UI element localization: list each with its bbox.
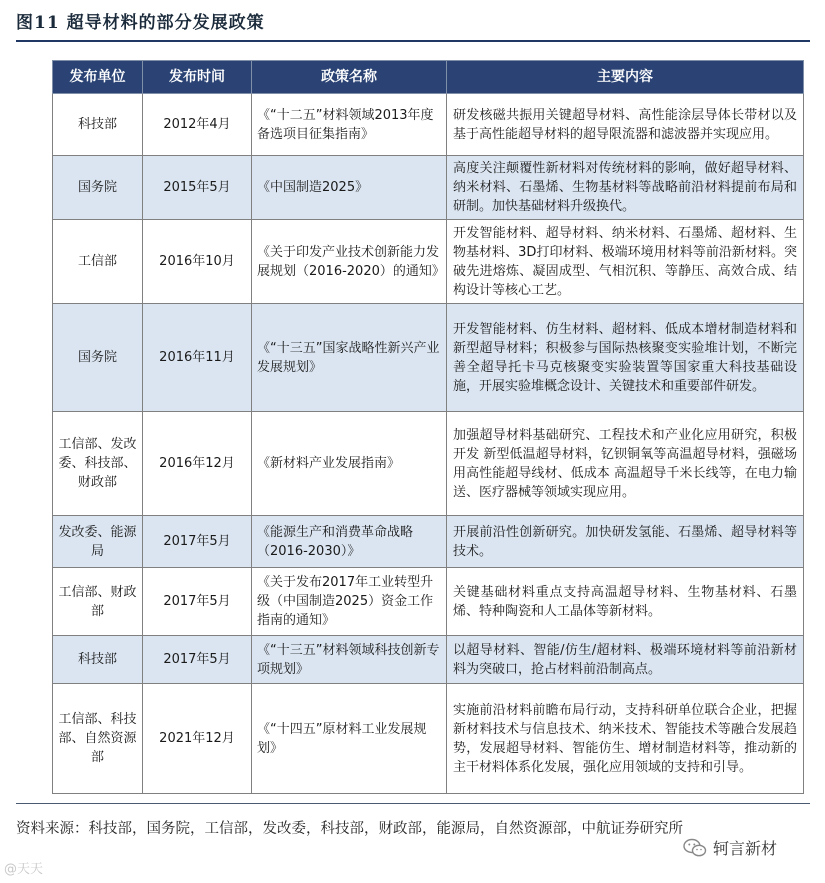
table-row xyxy=(53,412,804,516)
cell-unit: 科技部 xyxy=(53,636,143,684)
cell-unit: 工信部 xyxy=(53,220,143,304)
policy-table xyxy=(52,60,804,794)
cell-policy-name: 《“十三五”材料领域科技创新专项规划》 xyxy=(252,636,447,684)
cell-date: 2016年10月 xyxy=(143,220,252,304)
cell-policy-name: 《“十二五”材料领域2013年度备选项目征集指南》 xyxy=(252,94,447,156)
cell-policy-name: 《关于发布2017年工业转型升级（中国制造2025）资金工作指南的通知》 xyxy=(252,568,447,636)
wechat-icon xyxy=(683,838,707,858)
cell-content: 开发智能材料、仿生材料、超材料、低成本增材制造材料和新型超导材料；积极参与国际热核聚变实验堆计划，不断完善全超导托卡马克核聚变实验装置等国家重大科技基础设施，开展实验堆概念设计、关键技术和重要部件研发。 xyxy=(447,304,804,412)
header-policy-name: 政策名称 xyxy=(252,61,447,94)
figure-title: 图11 超导材料的部分发展政策 xyxy=(16,13,265,33)
table-row xyxy=(53,304,804,412)
cell-date: 2017年5月 xyxy=(143,636,252,684)
cell-date: 2016年11月 xyxy=(143,304,252,412)
header-date: 发布时间 xyxy=(143,61,252,94)
table-row xyxy=(53,516,804,568)
cell-unit: 工信部、财政部 xyxy=(53,568,143,636)
header-unit: 发布单位 xyxy=(53,61,143,94)
table-row xyxy=(53,94,804,156)
cell-content: 研发核磁共振用关键超导材料、高性能涂层导体长带材以及基于高性能超导材料的超导限流器和滤波器并实现应用。 xyxy=(447,94,804,156)
source-note: 资料来源：科技部，国务院，工信部，发改委，科技部，财政部，能源局，自然资源部，中航证券研究所 xyxy=(16,821,683,837)
cell-policy-name: 《关于印发产业技术创新能力发展规划（2016-2020）的通知》 xyxy=(252,220,447,304)
table-row xyxy=(53,220,804,304)
cell-policy-name: 《中国制造2025》 xyxy=(252,156,447,220)
cell-content: 开展前沿性创新研究。加快研发氢能、石墨烯、超导材料等技术。 xyxy=(447,516,804,568)
cell-unit: 国务院 xyxy=(53,156,143,220)
cell-policy-name: 《“十四五”原材料工业发展规划》 xyxy=(252,684,447,794)
cell-date: 2016年12月 xyxy=(143,412,252,516)
cell-unit: 工信部、发改委、科技部、财政部 xyxy=(53,412,143,516)
cell-policy-name: 《“十三五”国家战略性新兴产业发展规划》 xyxy=(252,304,447,412)
table-row xyxy=(53,636,804,684)
table-row xyxy=(53,156,804,220)
footer-rule xyxy=(16,803,810,804)
cell-date: 2017年5月 xyxy=(143,516,252,568)
cell-content: 以超导材料、智能/仿生/超材料、极端环境材料等前沿新材料为突破口，抢占材料前沿制高点。 xyxy=(447,636,804,684)
cell-content: 加强超导材料基础研究、工程技术和产业化应用研究，积极开发 新型低温超导材料，钇钡铜氧等高温超导材料，强磁场用高性能超导线材、低成本 高温超导千米长线等，在电力输送、医疗器械等领域实现应用。 xyxy=(447,412,804,516)
cell-unit: 发改委、能源局 xyxy=(53,516,143,568)
header-content: 主要内容 xyxy=(447,61,804,94)
cell-content: 实施前沿材料前瞻布局行动，支持科研单位联合企业，把握新材料技术与信息技术、纳米技术、智能技术等融合发展趋势，发展超导材料、智能仿生、增材制造材料等，推动新的主干材料体系化发展，强化应用领域的支持和引导。 xyxy=(447,684,804,794)
cell-unit: 工信部、科技部、自然资源部 xyxy=(53,684,143,794)
watermark-text: @天天 xyxy=(4,862,44,877)
cell-content: 关键基础材料重点支持高温超导材料、生物基材料、石墨烯、特种陶瓷和人工晶体等新材料。 xyxy=(447,568,804,636)
cell-date: 2017年5月 xyxy=(143,568,252,636)
cell-policy-name: 《能源生产和消费革命战略（2016-2030）》 xyxy=(252,516,447,568)
cell-policy-name: 《新材料产业发展指南》 xyxy=(252,412,447,516)
wechat-account-badge xyxy=(683,836,777,859)
cell-content: 开发智能材料、超导材料、纳米材料、石墨烯、超材料、生物基材料、3D打印材料、极端环境用材料等前沿新材料。突破先进熔炼、凝固成型、气相沉积、等静压、高效合成、结构设计等核心工艺。 xyxy=(447,220,804,304)
table-row xyxy=(53,684,804,794)
cell-date: 2012年4月 xyxy=(143,94,252,156)
table-header-row xyxy=(53,61,804,94)
cell-date: 2021年12月 xyxy=(143,684,252,794)
cell-content: 高度关注颠覆性新材料对传统材料的影响，做好超导材料、纳米材料、石墨烯、生物基材料等战略前沿材料提前布局和研制。加快基础材料升级换代。 xyxy=(447,156,804,220)
wechat-account-name: 轲言新材 xyxy=(713,839,778,858)
table-row xyxy=(53,568,804,636)
title-rule xyxy=(16,40,810,42)
cell-unit: 科技部 xyxy=(53,94,143,156)
cell-date: 2015年5月 xyxy=(143,156,252,220)
cell-unit: 国务院 xyxy=(53,304,143,412)
